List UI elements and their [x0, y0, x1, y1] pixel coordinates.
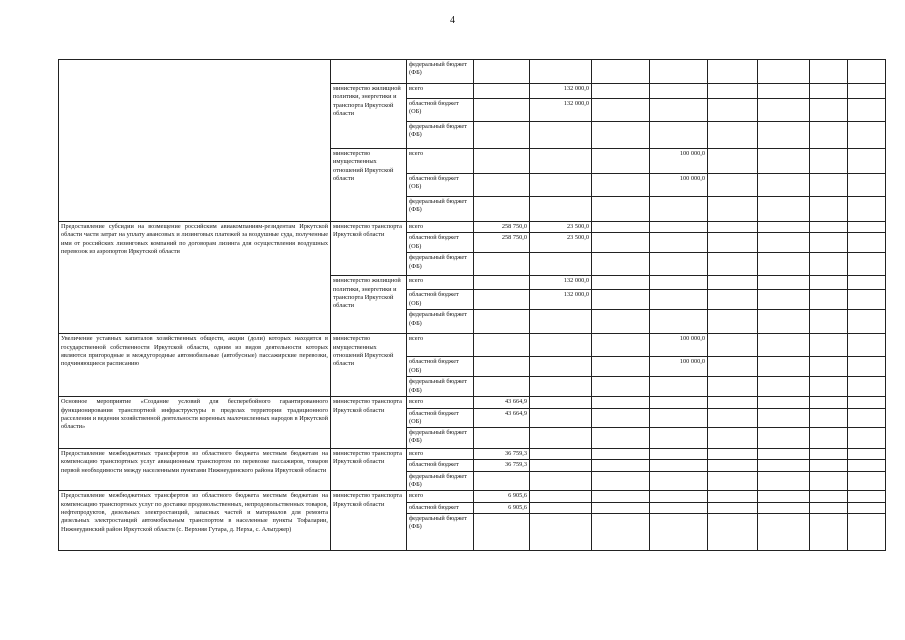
amount-cell [758, 357, 810, 377]
amount-cell [474, 310, 530, 334]
amount-cell [474, 174, 530, 197]
amount-cell [650, 222, 708, 233]
amount-cell [474, 377, 530, 397]
amount-cell [592, 233, 650, 253]
amount-cell [530, 174, 592, 197]
amount-cell [592, 513, 650, 550]
amount-cell [650, 397, 708, 408]
amount-cell [650, 253, 708, 276]
amount-cell [758, 222, 810, 233]
amount-cell [708, 471, 758, 491]
amount-cell: 100 000,0 [650, 174, 708, 197]
amount-cell [758, 491, 810, 502]
amount-cell: 132 000,0 [530, 276, 592, 290]
amount-cell [848, 233, 886, 253]
amount-cell [530, 357, 592, 377]
amount-cell [758, 253, 810, 276]
amount-cell [848, 377, 886, 397]
amount-cell [530, 310, 592, 334]
amount-cell [708, 502, 758, 513]
amount-cell [848, 99, 886, 122]
amount-cell [848, 84, 886, 99]
amount-cell [592, 60, 650, 84]
amount-cell [474, 428, 530, 449]
funding-source-cell: федеральный бюджет (ФБ) [407, 197, 474, 222]
amount-cell [758, 149, 810, 174]
amount-cell [848, 428, 886, 449]
amount-cell: 36 759,3 [474, 460, 530, 471]
amount-cell [592, 122, 650, 149]
amount-cell [708, 334, 758, 357]
amount-cell [810, 290, 848, 310]
amount-cell [758, 397, 810, 408]
amount-cell [708, 513, 758, 550]
table-row [59, 449, 886, 460]
amount-cell [758, 408, 810, 428]
amount-cell [848, 408, 886, 428]
amount-cell [758, 99, 810, 122]
amount-cell [592, 357, 650, 377]
amount-cell [848, 502, 886, 513]
amount-cell [474, 334, 530, 357]
amount-cell [592, 253, 650, 276]
amount-cell [592, 460, 650, 471]
funding-source-cell: всего [407, 222, 474, 233]
executor-cell: министерство имущественных отношений Иркутской области [331, 334, 407, 397]
amount-cell [810, 233, 848, 253]
executor-cell: министерство жилищной политики, энергетики и транспорта Иркутской области [331, 84, 407, 149]
amount-cell [474, 149, 530, 174]
amount-cell [530, 253, 592, 276]
funding-source-cell: федеральный бюджет (ФБ) [407, 122, 474, 149]
amount-cell [650, 310, 708, 334]
amount-cell [650, 276, 708, 290]
amount-cell [592, 84, 650, 99]
amount-cell [530, 397, 592, 408]
amount-cell: 258 750,0 [474, 222, 530, 233]
amount-cell [810, 149, 848, 174]
page-number: 4 [450, 15, 455, 26]
amount-cell [530, 513, 592, 550]
amount-cell [530, 122, 592, 149]
amount-cell [650, 471, 708, 491]
funding-source-cell: областной бюджет (ОБ) [407, 174, 474, 197]
activity-name-cell [59, 60, 331, 222]
funding-source-cell: всего [407, 84, 474, 99]
amount-cell: 23 500,0 [530, 233, 592, 253]
amount-cell [530, 502, 592, 513]
executor-cell [331, 60, 407, 84]
amount-cell [650, 233, 708, 253]
amount-cell [530, 377, 592, 397]
amount-cell [810, 377, 848, 397]
funding-source-cell: федеральный бюджет (ФБ) [407, 310, 474, 334]
amount-cell: 132 000,0 [530, 84, 592, 99]
amount-cell [758, 460, 810, 471]
funding-source-cell: всего [407, 334, 474, 357]
amount-cell [708, 449, 758, 460]
amount-cell [708, 253, 758, 276]
amount-cell [848, 310, 886, 334]
funding-source-cell: всего [407, 397, 474, 408]
amount-cell [758, 471, 810, 491]
amount-cell [848, 149, 886, 174]
funding-source-cell: областной бюджет (ОБ) [407, 99, 474, 122]
amount-cell [650, 60, 708, 84]
amount-cell [848, 222, 886, 233]
amount-cell: 132 000,0 [530, 290, 592, 310]
amount-cell [848, 449, 886, 460]
amount-cell [810, 222, 848, 233]
amount-cell: 23 500,0 [530, 222, 592, 233]
amount-cell [650, 84, 708, 99]
executor-cell: министерство жилищной политики, энергетики и транспорта Иркутской области [331, 276, 407, 334]
amount-cell: 43 664,9 [474, 408, 530, 428]
amount-cell [758, 174, 810, 197]
amount-cell [592, 310, 650, 334]
amount-cell: 100 000,0 [650, 357, 708, 377]
amount-cell [810, 428, 848, 449]
executor-cell: министерство транспорта Иркутской области [331, 222, 407, 276]
amount-cell [848, 122, 886, 149]
funding-source-cell: областной бюджет (ОБ) [407, 357, 474, 377]
activity-name-cell: Увеличение уставных капиталов хозяйственных обществ, акции (доли) которых находятся в государственной собственности Иркутской области, одним из видов деятельности которых являются пригородные и междугородные автомобильные (автобусные) пассажирские перевозки, подчиняющиеся расписанию [59, 334, 331, 397]
amount-cell [592, 449, 650, 460]
amount-cell [592, 502, 650, 513]
amount-cell [758, 233, 810, 253]
amount-cell [810, 408, 848, 428]
amount-cell: 36 759,3 [474, 449, 530, 460]
amount-cell: 100 000,0 [650, 149, 708, 174]
amount-cell [530, 334, 592, 357]
amount-cell [530, 197, 592, 222]
amount-cell [592, 276, 650, 290]
amount-cell [708, 377, 758, 397]
amount-cell [650, 197, 708, 222]
funding-source-cell: федеральный бюджет (ФБ) [407, 253, 474, 276]
amount-cell [650, 408, 708, 428]
amount-cell [474, 276, 530, 290]
funding-source-cell: областной бюджет (ОБ) [407, 233, 474, 253]
funding-source-cell: областной бюджет (ОБ) [407, 408, 474, 428]
amount-cell [758, 428, 810, 449]
amount-cell [708, 122, 758, 149]
executor-cell: министерство транспорта Иркутской области [331, 397, 407, 449]
amount-cell [592, 471, 650, 491]
amount-cell [810, 491, 848, 502]
amount-cell [758, 449, 810, 460]
amount-cell [592, 99, 650, 122]
amount-cell [592, 428, 650, 449]
amount-cell [810, 513, 848, 550]
amount-cell [474, 253, 530, 276]
table-row [59, 397, 886, 408]
amount-cell [530, 428, 592, 449]
executor-cell: министерство транспорта Иркутской области [331, 449, 407, 491]
amount-cell [758, 60, 810, 84]
amount-cell [592, 222, 650, 233]
amount-cell [530, 471, 592, 491]
amount-cell [848, 460, 886, 471]
amount-cell [758, 310, 810, 334]
activity-name-cell: Предоставление субсидии на возмещение российским авиакомпаниям-резидентам Иркутской области части затрат на уплату авансовых и лизинговых платежей за воздушные суда, полученные ими от российских лизинговых компаний по договорам лизинга для осуществления воздушных перевозок из аэропортов Иркутской области [59, 222, 331, 334]
amount-cell [708, 99, 758, 122]
funding-source-cell: федеральный бюджет (ФБ) [407, 377, 474, 397]
funding-source-cell: областной бюджет (ОБ) [407, 290, 474, 310]
amount-cell: 6 905,6 [474, 491, 530, 502]
activity-name-cell: Основное мероприятие «Создание условий для бесперебойного гарантированного функционирования транспортной инфраструктуры в пределах территории традиционного расселения и ведения хозяйственной деятельности коренных малочисленных народов в Иркутской области» [59, 397, 331, 449]
amount-cell [592, 174, 650, 197]
amount-cell [592, 491, 650, 502]
amount-cell [474, 290, 530, 310]
program-funding-table [58, 59, 886, 551]
amount-cell [810, 197, 848, 222]
amount-cell [848, 397, 886, 408]
amount-cell [592, 397, 650, 408]
amount-cell [810, 460, 848, 471]
amount-cell [708, 290, 758, 310]
amount-cell [708, 174, 758, 197]
amount-cell [848, 334, 886, 357]
amount-cell [810, 471, 848, 491]
amount-cell [650, 491, 708, 502]
amount-cell [592, 149, 650, 174]
amount-cell [592, 334, 650, 357]
funding-source-cell: областной бюджет [407, 460, 474, 471]
table-row [59, 60, 886, 84]
amount-cell [810, 357, 848, 377]
amount-cell [848, 357, 886, 377]
amount-cell [530, 408, 592, 428]
amount-cell [474, 122, 530, 149]
amount-cell: 258 750,0 [474, 233, 530, 253]
amount-cell [848, 253, 886, 276]
amount-cell [708, 84, 758, 99]
amount-cell [810, 99, 848, 122]
amount-cell [708, 491, 758, 502]
amount-cell [474, 84, 530, 99]
amount-cell [758, 84, 810, 99]
amount-cell [592, 408, 650, 428]
amount-cell [758, 377, 810, 397]
activity-name-cell: Предоставление межбюджетных трансфертов из областного бюджета местным бюджетам на компенсацию транспортных услуг авиационным транспортом по перевозке пассажиров, товаров первой необходимости между населенными пунктами Нижнеудинского района Иркутской области [59, 449, 331, 491]
amount-cell [708, 310, 758, 334]
table-row [59, 334, 886, 357]
amount-cell [708, 233, 758, 253]
amount-cell [650, 377, 708, 397]
amount-cell [758, 197, 810, 222]
amount-cell [758, 513, 810, 550]
amount-cell [650, 99, 708, 122]
amount-cell [530, 60, 592, 84]
amount-cell [708, 197, 758, 222]
amount-cell [650, 122, 708, 149]
amount-cell [848, 197, 886, 222]
amount-cell [530, 149, 592, 174]
amount-cell [708, 460, 758, 471]
funding-source-cell: всего [407, 449, 474, 460]
amount-cell [650, 460, 708, 471]
amount-cell [810, 449, 848, 460]
amount-cell [810, 60, 848, 84]
activity-name-cell: Предоставление межбюджетных трансфертов из областного бюджета местным бюджетам на компенсацию транспортных услуг по доставке продовольственных, непродовольственных товаров, нефтепродуктов, дизельных электростанций, запасных частей и материалов для ремонта дизельных электростанций автомобильным транспортом в населенные пункты Тофаларии, Нижнеудинский район Иркутской области (с. Верхняя Гутара, д. Нерха, с. Алыгджер) [59, 491, 331, 551]
amount-cell [758, 290, 810, 310]
amount-cell: 6 905,6 [474, 502, 530, 513]
funding-source-cell: всего [407, 276, 474, 290]
executor-cell: министерство транспорта Иркутской области [331, 491, 407, 551]
amount-cell [810, 397, 848, 408]
amount-cell [708, 222, 758, 233]
amount-cell [810, 253, 848, 276]
amount-cell: 132 000,0 [530, 99, 592, 122]
amount-cell [530, 460, 592, 471]
amount-cell [650, 449, 708, 460]
amount-cell [650, 428, 708, 449]
amount-cell [650, 502, 708, 513]
funding-source-cell: всего [407, 491, 474, 502]
amount-cell [474, 513, 530, 550]
amount-cell [474, 197, 530, 222]
table-row [59, 491, 886, 502]
amount-cell [650, 513, 708, 550]
amount-cell [758, 276, 810, 290]
amount-cell [758, 122, 810, 149]
amount-cell [848, 60, 886, 84]
amount-cell [848, 290, 886, 310]
amount-cell [758, 502, 810, 513]
amount-cell [810, 276, 848, 290]
funding-source-cell: федеральный бюджет (ФБ) [407, 513, 474, 550]
amount-cell [708, 428, 758, 449]
amount-cell [848, 513, 886, 550]
amount-cell [810, 310, 848, 334]
amount-cell [708, 357, 758, 377]
amount-cell [474, 99, 530, 122]
amount-cell [592, 197, 650, 222]
amount-cell [650, 290, 708, 310]
amount-cell [848, 491, 886, 502]
amount-cell: 100 000,0 [650, 334, 708, 357]
amount-cell [708, 276, 758, 290]
amount-cell [474, 471, 530, 491]
amount-cell [848, 174, 886, 197]
amount-cell [810, 502, 848, 513]
amount-cell [848, 471, 886, 491]
amount-cell [708, 149, 758, 174]
amount-cell [530, 449, 592, 460]
funding-source-cell: федеральный бюджет (ФБ) [407, 428, 474, 449]
amount-cell [810, 174, 848, 197]
amount-cell [810, 122, 848, 149]
funding-source-cell: федеральный бюджет (ФБ) [407, 60, 474, 84]
table-row [59, 222, 886, 233]
amount-cell [810, 84, 848, 99]
amount-cell [474, 60, 530, 84]
amount-cell [708, 408, 758, 428]
funding-source-cell: федеральный бюджет (ФБ) [407, 471, 474, 491]
amount-cell [848, 276, 886, 290]
amount-cell [530, 491, 592, 502]
amount-cell [474, 357, 530, 377]
amount-cell [758, 334, 810, 357]
funding-source-cell: областной бюджет [407, 502, 474, 513]
funding-source-cell: всего [407, 149, 474, 174]
amount-cell: 43 664,9 [474, 397, 530, 408]
amount-cell [708, 60, 758, 84]
amount-cell [810, 334, 848, 357]
amount-cell [592, 290, 650, 310]
amount-cell [708, 397, 758, 408]
amount-cell [592, 377, 650, 397]
executor-cell: министерство имущественных отношений Иркутской области [331, 149, 407, 222]
